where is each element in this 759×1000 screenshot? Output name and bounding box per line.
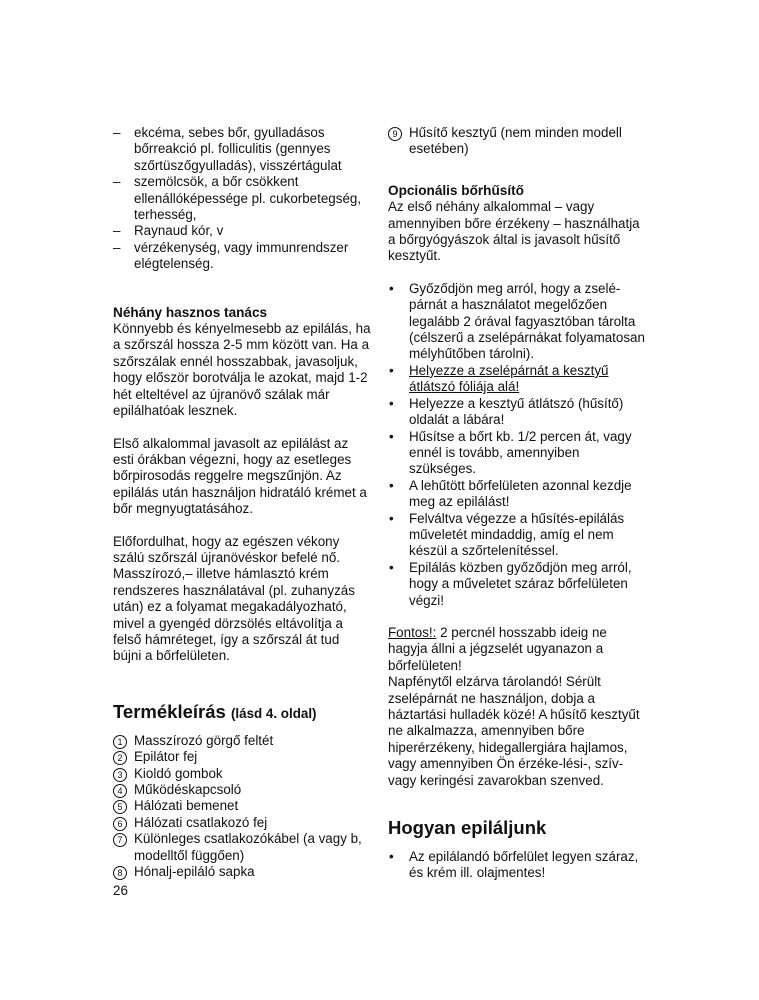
list-item: • Hűsítse a bőrt kb. 1/2 percen át, vagy ennél is tovább, amennyiben szükséges. [388,429,650,478]
list-item: – Raynaud kór, v [113,223,371,239]
circled-number: 8 [113,866,127,880]
product-parts-list-continued [388,125,650,158]
list-item [113,749,371,765]
list-item: • Helyezze a kesztyű átlátszó (hűsítő) oldalát a lábára! [388,396,650,429]
list-item: • Győződjön meg arról, hogy a zselé-párnát a használatot megelőzően legalább 2 órával fagyasztóban tárolta (célszerű a zselépárnákat folyamatosan mélyhűtőben tárolni). [388,281,650,363]
part-label: Masszírozó görgő feltét [134,732,274,748]
storage-warning: Napfénytől elzárva tárolandó! Sérült zselépárnát ne használjon, dobja a háztartási hulladék közé! A hűsítő kesztyűt ne alkalmazza, amennyiben bőre hiperérzékeny, hidegallergiára hajlamos, vagy amennyiben Ön érzéke-lési-, szív- vagy keringési zavarokban szenved. [388,674,640,788]
part-label: Hálózati csatlakozó fej [134,814,268,830]
how-to-epilate-heading: Hogyan epiláljunk [388,817,547,839]
part-label: Működéskapcsoló [134,782,242,797]
part-label: Különleges csatlakozókábel (a vagy b, modelltől függően) [134,831,362,863]
circled-number: 5 [113,800,127,814]
tips-heading: Néhány hasznos tanács [113,304,268,320]
list-item: • Epilálás közben győződjön meg arról, hogy a műveletet száraz bőrfelületen végzi! [388,560,650,609]
part-label: Hónalj-epiláló sapka [134,864,255,880]
circled-number: 2 [113,751,127,765]
circled-number: 9 [388,127,402,141]
skin-cooler-heading: Opcionális bőrhűsítő [388,182,524,198]
circled-number: 1 [113,735,127,749]
list-item: – szemölcsök, a bőr csökkent ellenállóképessége pl. cukorbetegség, terhesség, [113,174,371,223]
important-note [388,625,650,674]
how-to-list [388,849,650,882]
important-text: 2 percnél hosszabb ideig ne hagyja állni a jégzselét ugyanazon a bőrfelületen! [388,624,607,673]
important-label: Fontos!: [388,624,437,640]
skin-cooler-intro: Az első néhány alkalommal – vagy amennyiben bőre érzékeny – használhatja a bőrgyógyászok által is javasolt hűsítő kesztyűt. [388,199,640,264]
circled-number: 7 [113,833,127,847]
circled-number: 3 [113,768,127,782]
product-heading-text: Termékleírás [113,700,226,722]
page-number: 26 [113,883,128,898]
product-parts-list [113,733,371,881]
part-label: Hűsítő kesztyű (nem minden modell esetében) [409,125,622,157]
left-column [113,125,371,880]
contraindication-list [113,125,371,273]
circled-number: 6 [113,817,127,831]
list-item: – vérzékenység, vagy immunrendszer elégtelenség. [113,240,371,273]
part-label: Epilátor fej [134,749,198,765]
tips-paragraph-2: Első alkalommal javasolt az epilálást az esti órákban végezni, hogy az esetleges bőrpirosodás reggelre megszűnjön. Az epilálás után használjon hidratáló krémet a bőr megnyugtatásához. [113,435,367,517]
right-column [388,125,650,882]
list-item [113,864,371,880]
part-label: Hálózati bemenet [134,798,239,814]
tips-paragraph-3: Előfordulhat, hogy az egészen vékony szálú szőrszál újranövéskor befelé nő. Masszírozó,– illetve hámlasztó krém rendszeres használatával (pl. zuhanyzás után) ez a folyamat megakadályozható, mivel a gyengéd dörzsölés eltávolítja a felső hámréteget, így a szőrszál át tud bújni a bőrfelületen. [113,533,355,664]
list-item: • A lehűtött bőrfelületen azonnal kezdje meg az epilálást! [388,478,650,511]
list-item [113,782,371,798]
list-item [113,815,371,831]
cooler-steps-list [388,281,650,609]
circled-number: 4 [113,784,127,798]
list-item: – ekcéma, sebes bőr, gyulladásos bőrreakció pl. folliculitis (gennyes szőrtüszőgyulladás), visszértágulat [113,125,371,174]
product-heading-subtitle: (lásd 4. oldal) [230,705,317,721]
list-item [388,125,650,158]
list-item [113,798,371,814]
list-item [113,766,371,782]
list-item: • Az epilálandó bőrfelület legyen száraz, és krém ill. olajmentes! [388,849,650,882]
list-item [113,733,371,749]
list-item: • Helyezze a zselépárnát a kesztyű átlátszó fóliája alá! [388,363,650,396]
tips-paragraph-1: Könnyebb és kényelmesebb az epilálás, ha a szőrszál hossza 2-5 mm között van. Ha a szőrszálak ennél hosszabbak, javasoljuk, hogy először borotválja le azokat, majd 1-2 hét elteltével az újranövő szálak már epilálhatóak lesznek. [113,321,371,419]
list-item: • Felváltva végezze a hűsítés-epilálás műveletét mindaddig, amíg el nem készül a szőrtelenítéssel. [388,511,650,560]
part-label: Kioldó gombok [134,765,223,781]
product-description-heading [113,701,371,725]
list-item [113,831,371,864]
